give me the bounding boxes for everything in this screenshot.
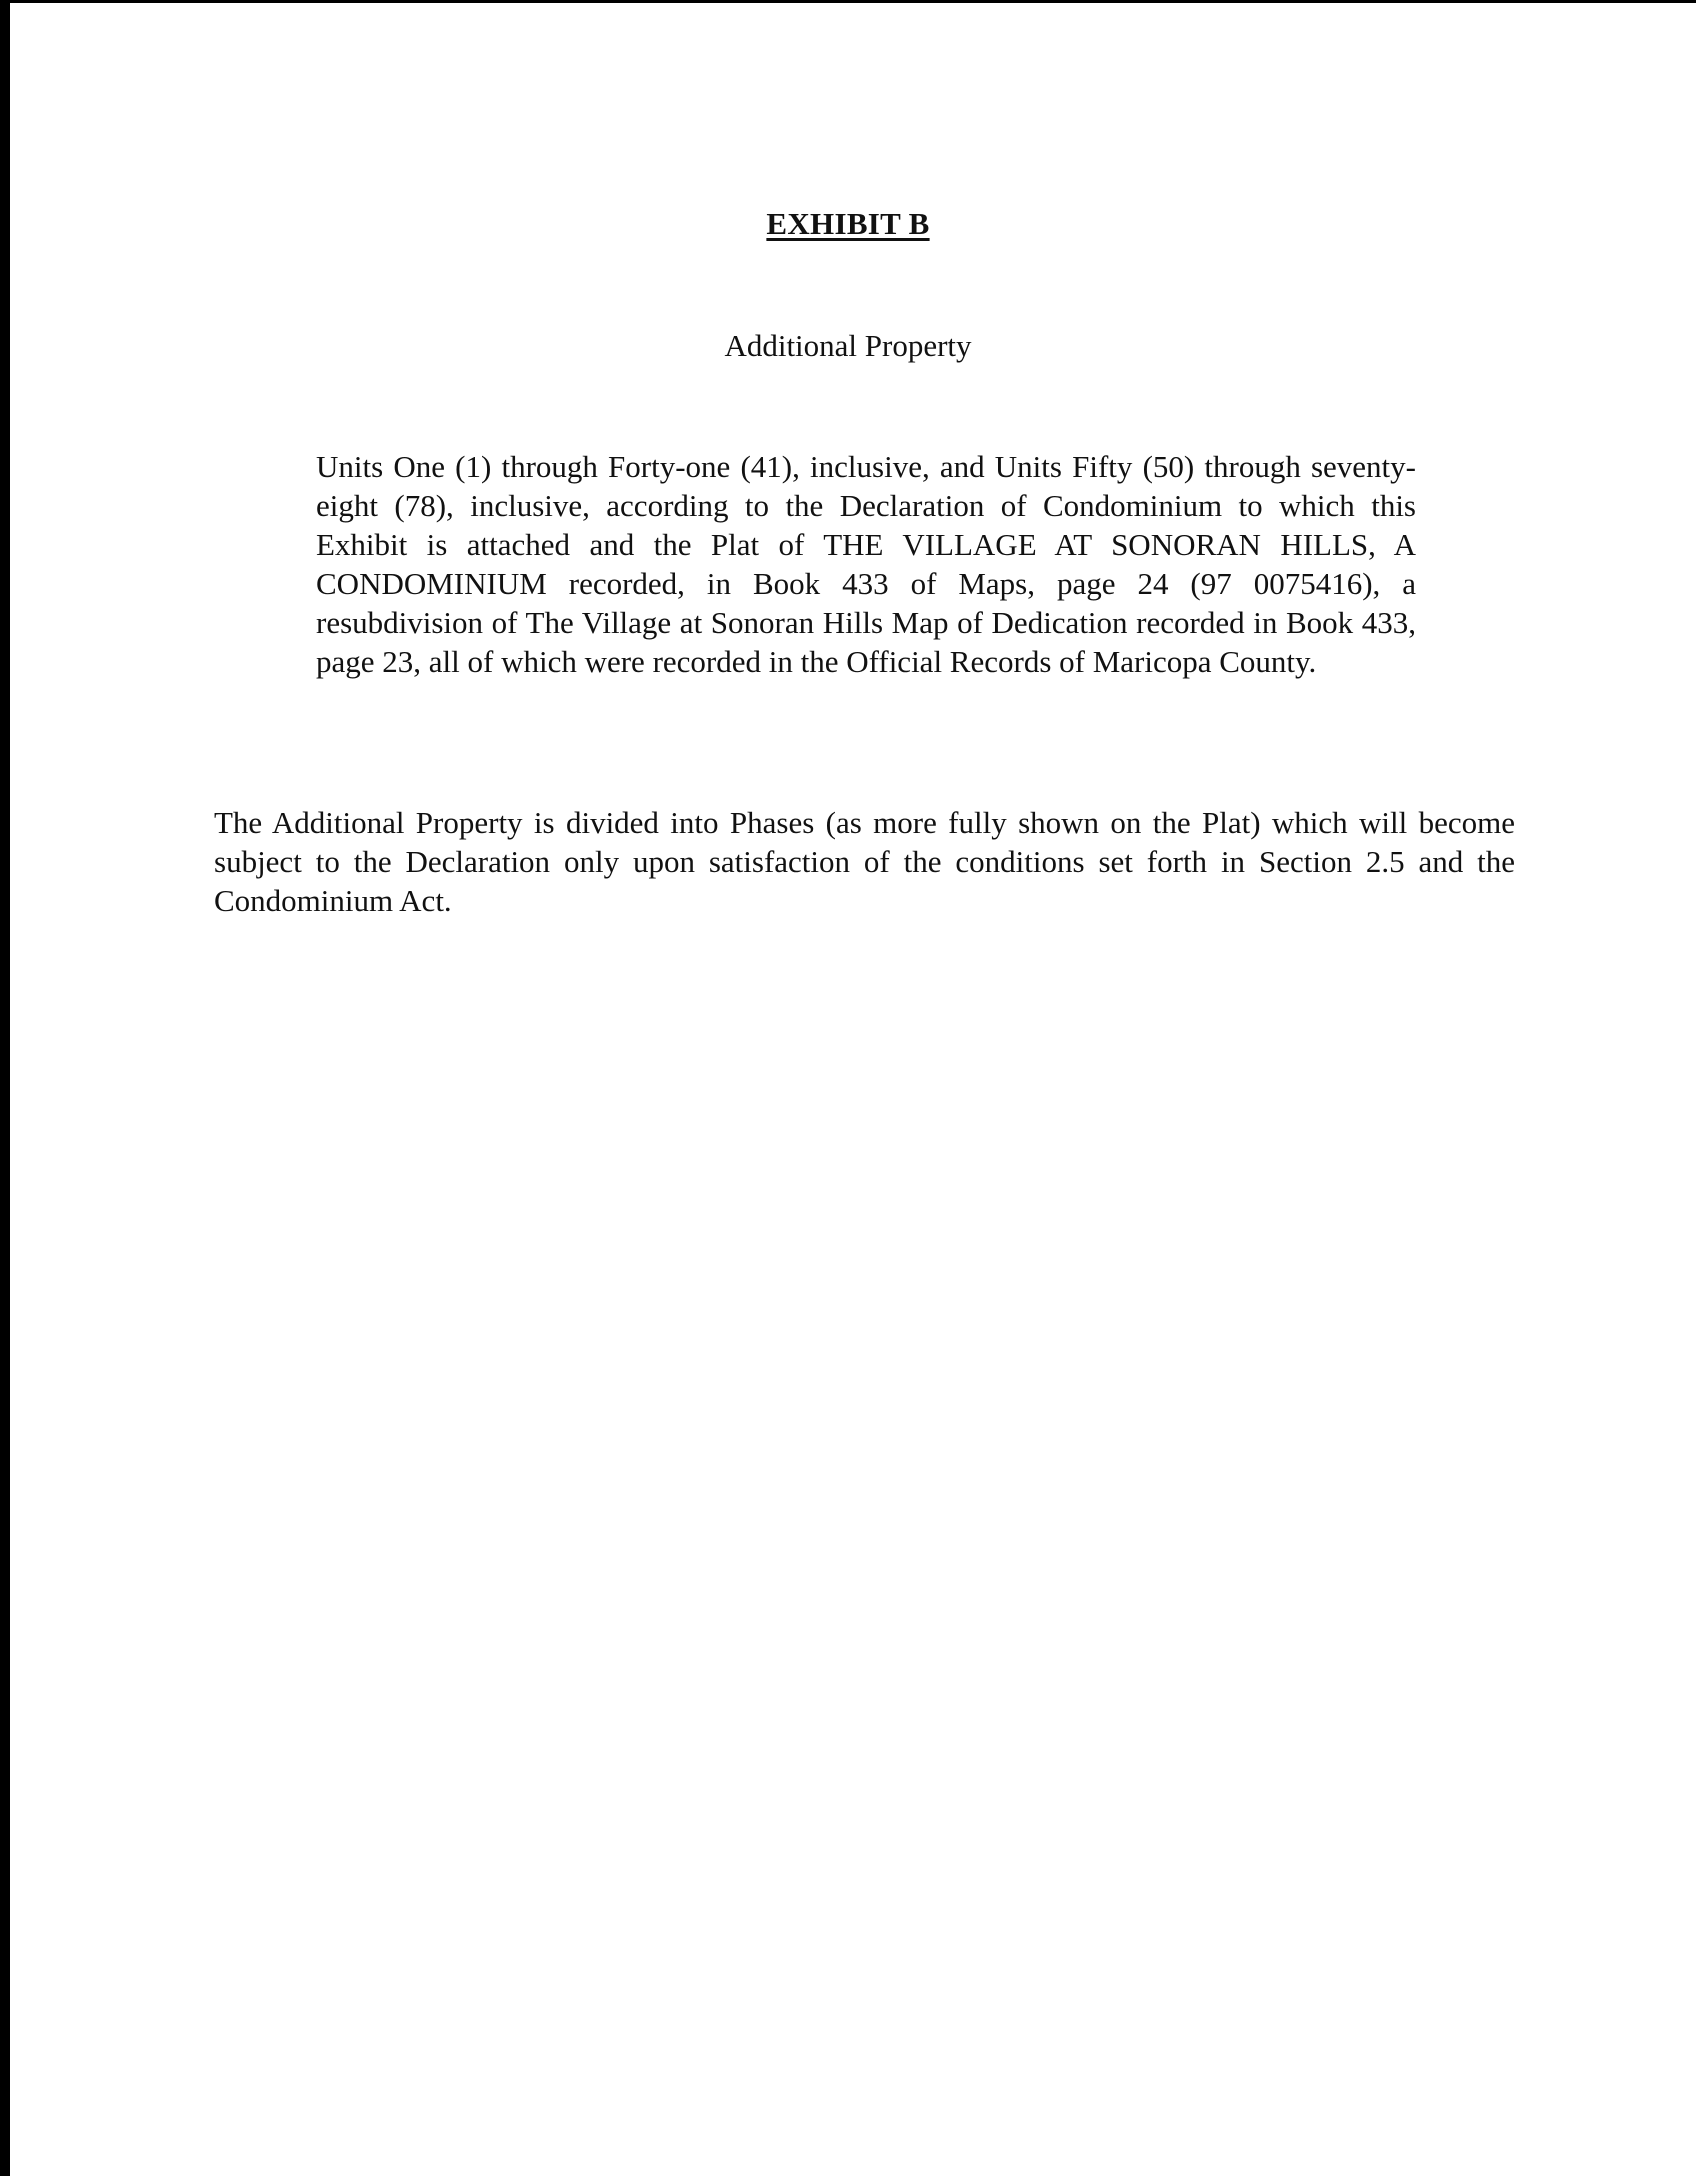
- section-subtitle: Additional Property: [724, 328, 972, 363]
- phases-paragraph: The Additional Property is divided into Phases (as more fully shown on the Plat) which will become subject to the Declaration only upon satisfaction of the conditions set forth in Section 2.5 and the Condominium Act.: [214, 805, 1515, 918]
- scan-border-left: [0, 0, 10, 2176]
- scan-border-top: [0, 0, 1696, 3]
- exhibit-title: EXHIBIT B: [766, 206, 930, 241]
- property-description-paragraph: Units One (1) through Forty-one (41), inclusive, and Units Fifty (50) through seventy-eight (78), inclusive, according to the Declaration of Condominium to which this Exhibit is attached and the Plat of THE VILLAGE AT SONORAN HILLS, A CONDOMINIUM recorded, in Book 433 of Maps, page 24 (97 0075416), a resubdivision of The Village at Sonoran Hills Map of Dedication recorded in Book 433, page 23, all of which were recorded in the Official Records of Maricopa County.: [316, 449, 1416, 679]
